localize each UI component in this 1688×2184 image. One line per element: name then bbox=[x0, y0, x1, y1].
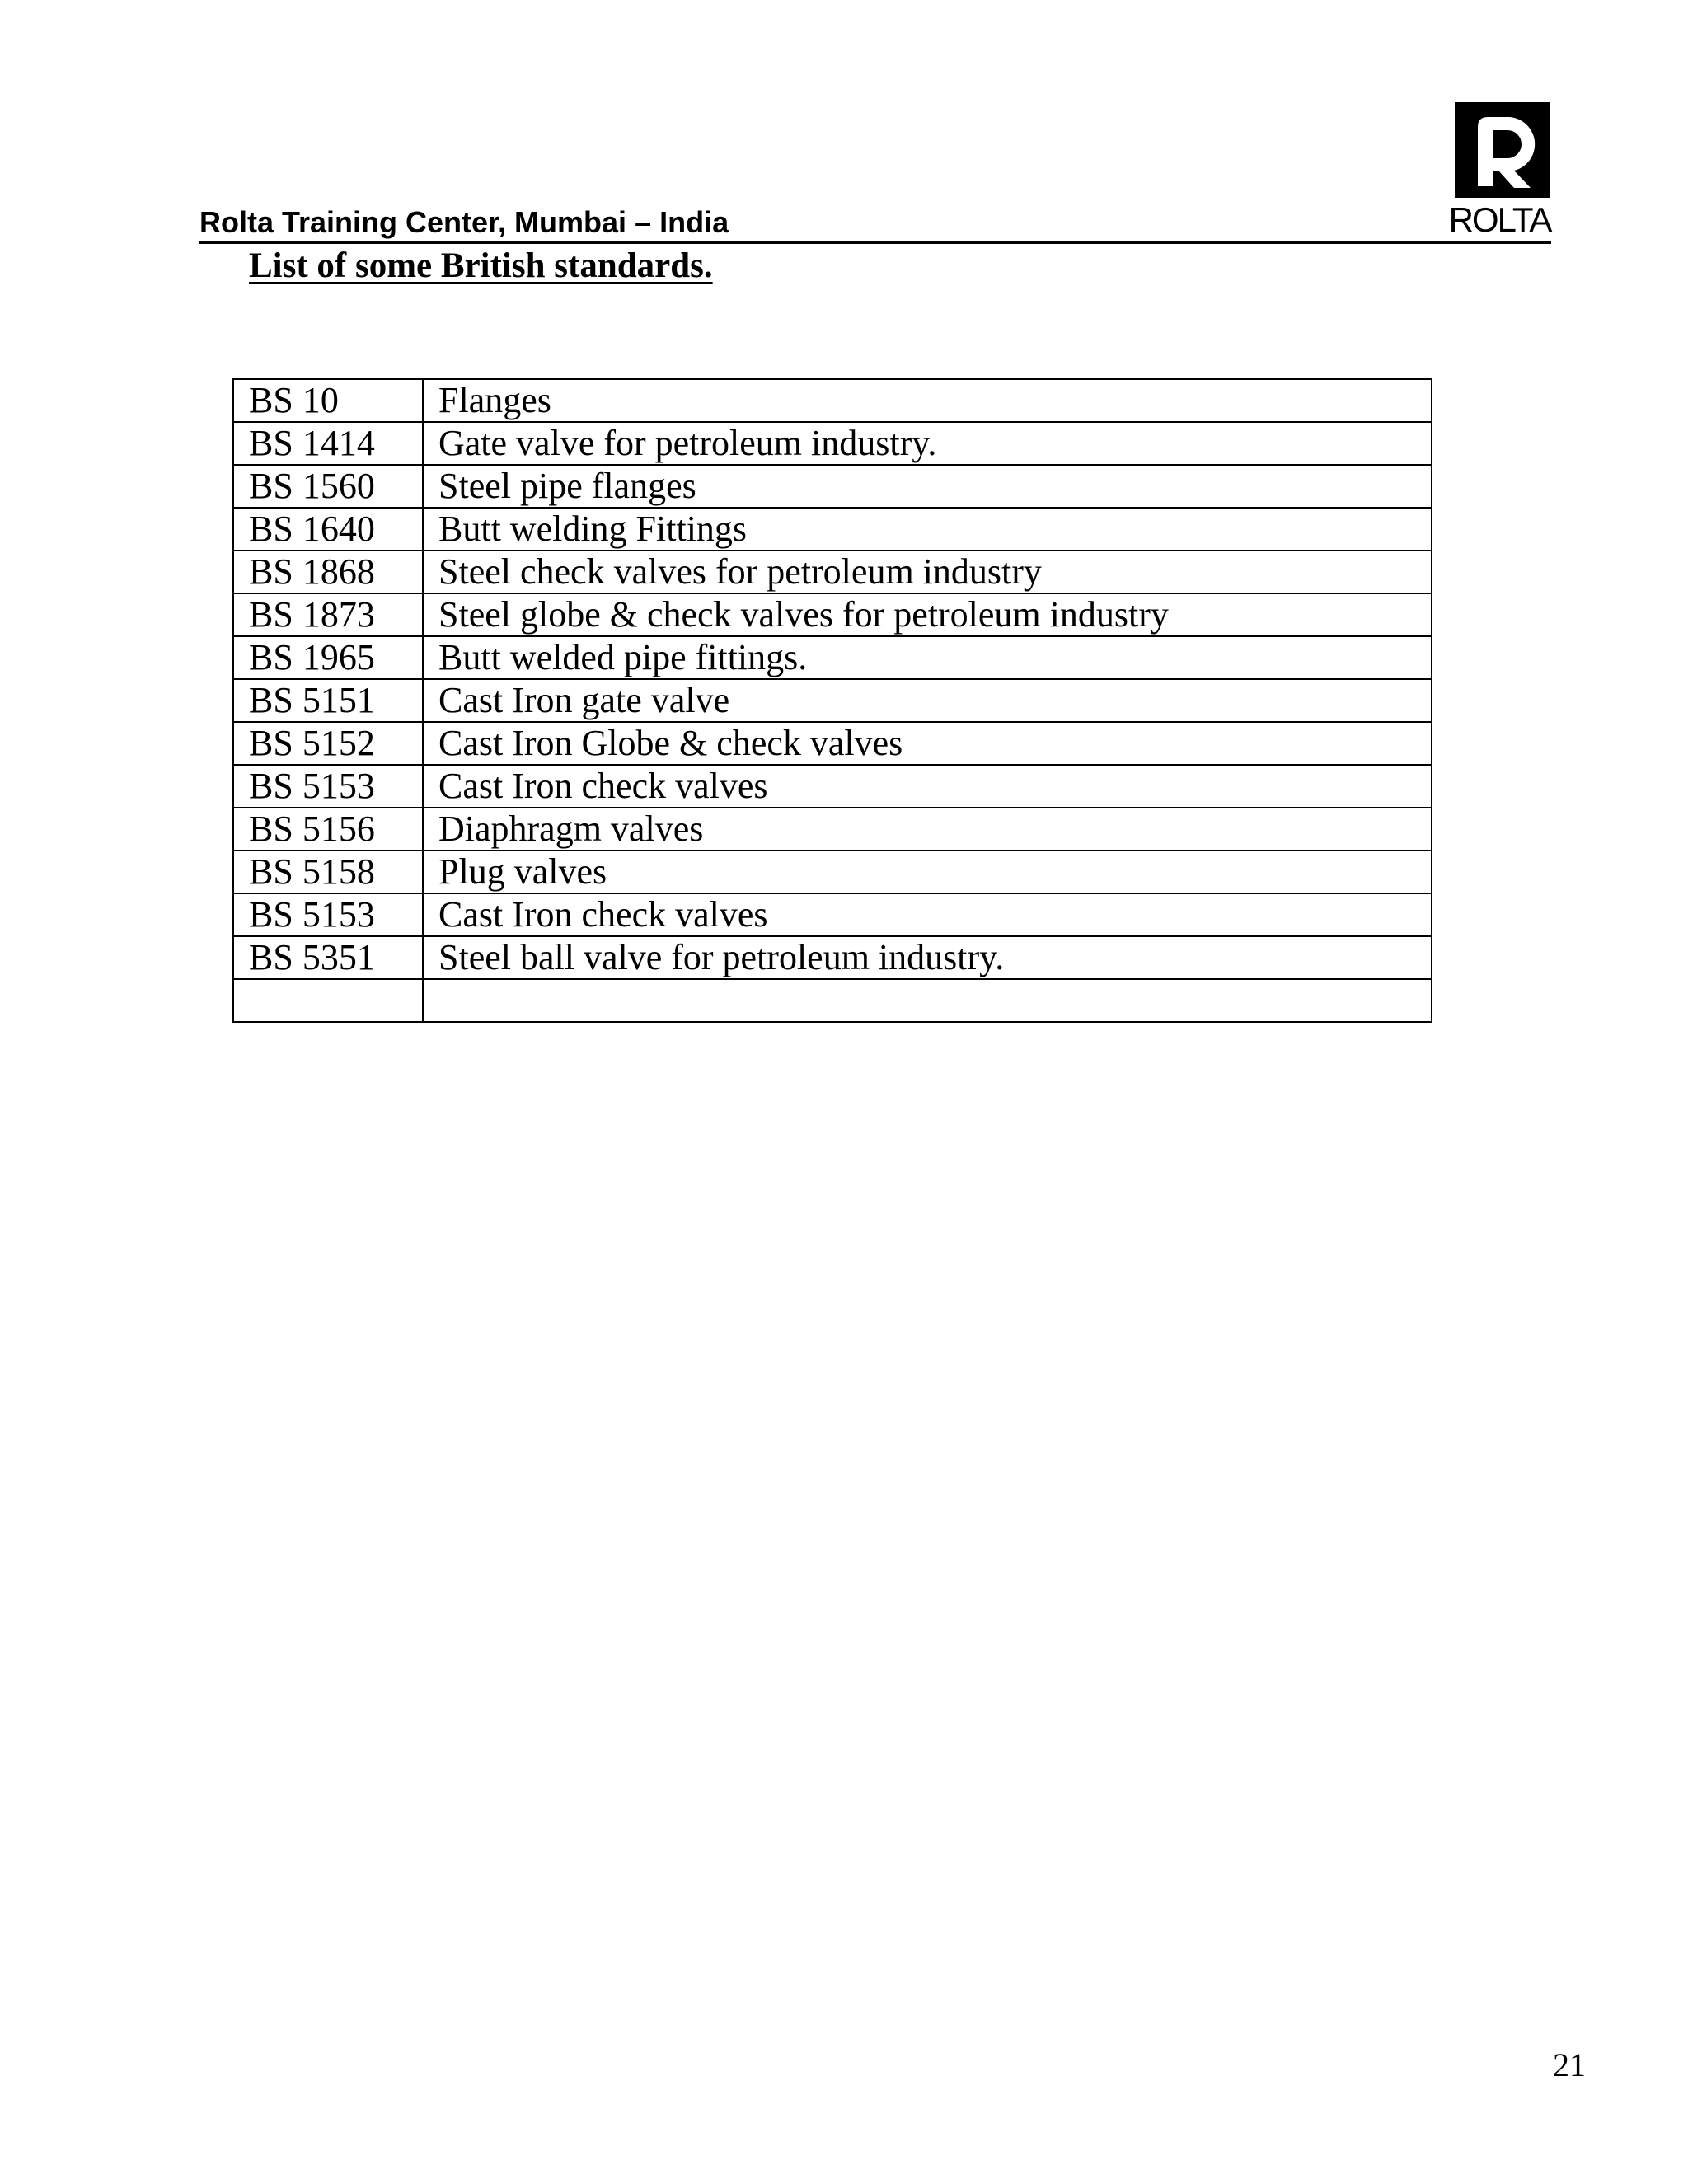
standard-code: BS 5156 bbox=[233, 808, 423, 851]
standard-code: BS 1640 bbox=[233, 508, 423, 551]
header-rule bbox=[199, 241, 1551, 244]
table-row bbox=[233, 551, 1432, 593]
table-row bbox=[233, 893, 1432, 936]
standard-code: BS 10 bbox=[233, 379, 423, 422]
standard-description: Butt welding Fittings bbox=[423, 508, 1432, 551]
standard-code: BS 5153 bbox=[233, 765, 423, 808]
standard-description: Cast Iron check valves bbox=[423, 765, 1432, 808]
standard-code bbox=[233, 979, 423, 1022]
standard-description: Butt welded pipe fittings. bbox=[423, 636, 1432, 679]
table-row bbox=[233, 851, 1432, 893]
standard-description: Diaphragm valves bbox=[423, 808, 1432, 851]
table-row bbox=[233, 636, 1432, 679]
page-number: 21 bbox=[1553, 2046, 1586, 2083]
standard-code: BS 1873 bbox=[233, 593, 423, 636]
table-row bbox=[233, 936, 1432, 979]
table-row bbox=[233, 379, 1432, 422]
table-row bbox=[233, 508, 1432, 551]
standard-description: Flanges bbox=[423, 379, 1432, 422]
standard-code: BS 5158 bbox=[233, 851, 423, 893]
table-row bbox=[233, 808, 1432, 851]
table-row bbox=[233, 765, 1432, 808]
rolta-logo bbox=[1448, 99, 1551, 244]
standard-code: BS 5151 bbox=[233, 679, 423, 722]
table-row bbox=[233, 593, 1432, 636]
standard-description: Cast Iron gate valve bbox=[423, 679, 1432, 722]
standard-description: Steel globe & check valves for petroleum industry bbox=[423, 593, 1432, 636]
standard-code: BS 1560 bbox=[233, 465, 423, 508]
standards-table bbox=[232, 378, 1432, 1023]
section-heading: List of some British standards. bbox=[249, 246, 713, 285]
standard-code: BS 1868 bbox=[233, 551, 423, 593]
standard-description: Cast Iron check valves bbox=[423, 893, 1432, 936]
standard-description: Steel ball valve for petroleum industry. bbox=[423, 936, 1432, 979]
table-row bbox=[233, 722, 1432, 765]
table-row bbox=[233, 679, 1432, 722]
standard-description: Plug valves bbox=[423, 851, 1432, 893]
table-row-empty bbox=[233, 979, 1432, 1022]
table-row bbox=[233, 465, 1432, 508]
header-title: Rolta Training Center, Mumbai – India bbox=[199, 205, 729, 239]
page-header bbox=[199, 99, 1551, 244]
standard-code: BS 5153 bbox=[233, 893, 423, 936]
standard-code: BS 5351 bbox=[233, 936, 423, 979]
standard-description: Steel pipe flanges bbox=[423, 465, 1432, 508]
standard-description: Steel check valves for petroleum industry bbox=[423, 551, 1432, 593]
standard-code: BS 5152 bbox=[233, 722, 423, 765]
standard-code: BS 1965 bbox=[233, 636, 423, 679]
standard-description: Gate valve for petroleum industry. bbox=[423, 422, 1432, 465]
rolta-r-logo-icon bbox=[1455, 102, 1550, 198]
table-row bbox=[233, 422, 1432, 465]
standard-description: Cast Iron Globe & check valves bbox=[423, 722, 1432, 765]
standard-description bbox=[423, 979, 1432, 1022]
logo-text: ROLTA bbox=[1448, 200, 1551, 239]
standard-code: BS 1414 bbox=[233, 422, 423, 465]
